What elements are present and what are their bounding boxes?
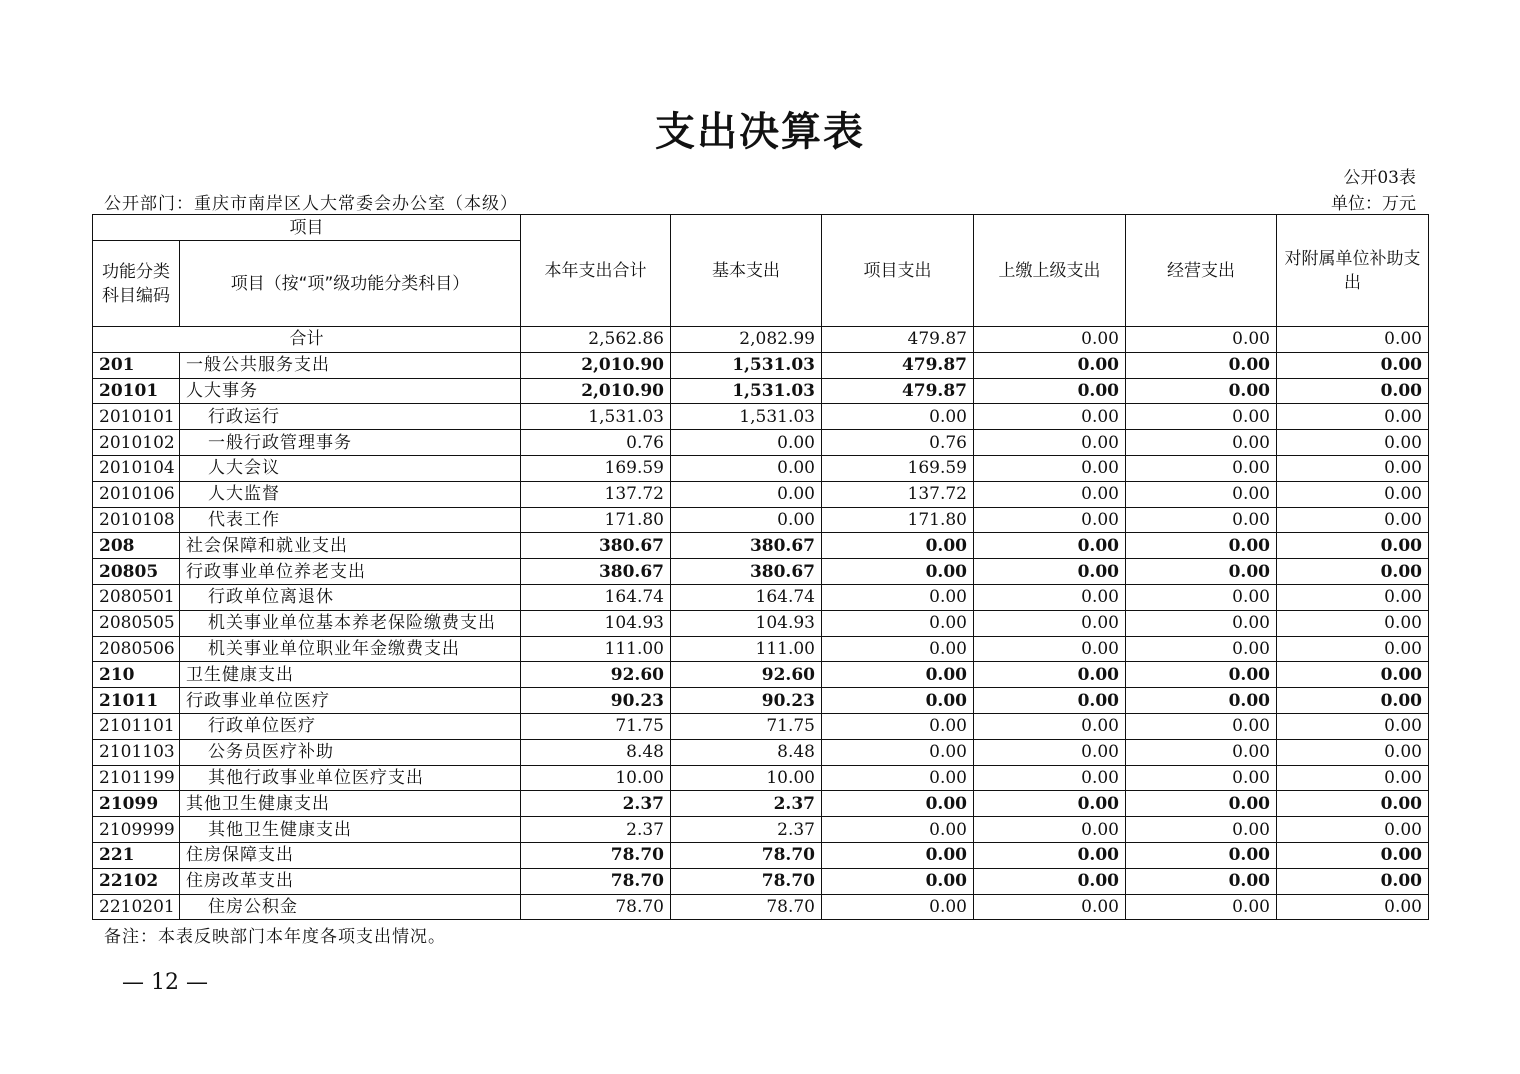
table-row [93,868,1429,894]
row-value: 169.59 [822,455,974,481]
row-code: 2101199 [93,765,180,791]
row-value: 0.00 [1126,739,1277,765]
row-name: 其他卫生健康支出 [180,791,521,817]
row-value: 71.75 [671,713,822,739]
total-value: 0.00 [1126,327,1277,353]
row-value: 0.00 [974,559,1126,585]
row-value: 0.00 [974,817,1126,843]
row-value: 1,531.03 [521,404,671,430]
row-name: 行政运行 [180,404,521,430]
row-value: 2,010.90 [521,378,671,404]
row-value: 0.00 [974,455,1126,481]
row-value: 0.00 [1277,817,1429,843]
table-row [93,430,1429,456]
row-value: 0.00 [1277,868,1429,894]
page-number: — 12 — [122,970,208,995]
expenditure-table [92,214,1429,920]
row-value: 0.00 [1126,868,1277,894]
row-code: 208 [93,533,180,559]
row-value: 0.00 [822,842,974,868]
table-row [93,584,1429,610]
row-value: 479.87 [822,352,974,378]
row-value: 0.00 [1277,533,1429,559]
row-value: 0.00 [974,713,1126,739]
row-name: 一般公共服务支出 [180,352,521,378]
row-value: 0.00 [974,868,1126,894]
row-value: 0.00 [1277,842,1429,868]
row-value: 1,531.03 [671,404,822,430]
row-value: 0.00 [1277,584,1429,610]
row-value: 0.00 [822,894,974,920]
row-code: 2210201 [93,894,180,920]
row-value: 0.00 [1277,481,1429,507]
row-code: 20805 [93,559,180,585]
row-value: 164.74 [521,584,671,610]
row-value: 0.00 [974,739,1126,765]
row-value: 0.00 [1277,894,1429,920]
row-value: 0.00 [974,378,1126,404]
row-code: 2101103 [93,739,180,765]
row-value: 0.00 [671,455,822,481]
table-row [93,713,1429,739]
table-row [93,559,1429,585]
row-code: 2109999 [93,817,180,843]
row-name: 社会保障和就业支出 [180,533,521,559]
row-value: 71.75 [521,713,671,739]
row-value: 0.00 [822,713,974,739]
row-name: 行政单位医疗 [180,713,521,739]
row-value: 0.00 [671,430,822,456]
row-value: 0.00 [1126,894,1277,920]
row-value: 0.00 [1126,688,1277,714]
row-code: 21099 [93,791,180,817]
row-value: 0.00 [1277,559,1429,585]
header-total: 本年支出合计 [521,215,671,327]
table-row [93,765,1429,791]
row-code: 2010106 [93,481,180,507]
row-value: 0.00 [1126,713,1277,739]
table-row [93,817,1429,843]
row-value: 2.37 [671,817,822,843]
row-value: 104.93 [521,610,671,636]
row-value: 0.00 [1126,662,1277,688]
row-value: 111.00 [671,636,822,662]
row-value: 0.00 [822,817,974,843]
row-value: 0.00 [974,533,1126,559]
total-value: 0.00 [1277,327,1429,353]
row-value: 0.00 [1277,791,1429,817]
row-value: 10.00 [671,765,822,791]
row-value: 0.00 [822,533,974,559]
row-value: 380.67 [671,533,822,559]
row-value: 0.00 [1126,507,1277,533]
row-name: 行政事业单位养老支出 [180,559,521,585]
row-value: 0.00 [822,662,974,688]
row-value: 90.23 [521,688,671,714]
row-code: 20101 [93,378,180,404]
row-code: 2010101 [93,404,180,430]
row-value: 78.70 [521,894,671,920]
table-row [93,636,1429,662]
row-value: 0.00 [974,584,1126,610]
row-value: 0.00 [1126,378,1277,404]
table-body [93,327,1429,920]
form-number: 公开03表 [1343,168,1416,188]
row-value: 2.37 [521,791,671,817]
row-value: 8.48 [671,739,822,765]
row-value: 0.00 [1277,455,1429,481]
row-value: 92.60 [521,662,671,688]
row-value: 0.00 [974,610,1126,636]
row-value: 92.60 [671,662,822,688]
table-row [93,791,1429,817]
row-name: 机关事业单位基本养老保险缴费支出 [180,610,521,636]
row-value: 169.59 [521,455,671,481]
row-code: 201 [93,352,180,378]
row-value: 0.00 [974,636,1126,662]
row-value: 0.00 [1126,842,1277,868]
row-value: 0.00 [822,610,974,636]
table-header [93,215,1429,327]
row-value: 0.00 [1277,352,1429,378]
row-name: 住房公积金 [180,894,521,920]
footnote: 备注：本表反映部门本年度各项支出情况。 [104,927,446,947]
row-value: 0.00 [822,559,974,585]
row-value: 0.00 [1126,610,1277,636]
row-code: 2010108 [93,507,180,533]
row-value: 380.67 [521,559,671,585]
row-value: 0.00 [1126,352,1277,378]
row-code: 2080505 [93,610,180,636]
row-value: 0.00 [1277,662,1429,688]
row-value: 0.00 [974,430,1126,456]
row-value: 78.70 [671,894,822,920]
row-name: 人大监督 [180,481,521,507]
row-value: 380.67 [671,559,822,585]
row-value: 78.70 [521,842,671,868]
total-value: 479.87 [822,327,974,353]
row-value: 0.00 [1126,404,1277,430]
total-value: 2,082.99 [671,327,822,353]
department-label: 公开部门：重庆市南岸区人大常委会办公室（本级） [104,194,518,214]
row-value: 0.00 [822,636,974,662]
row-value: 0.00 [1277,378,1429,404]
row-name: 行政单位离退休 [180,584,521,610]
row-value: 0.00 [974,404,1126,430]
row-value: 0.00 [671,481,822,507]
table-row [93,662,1429,688]
header-code: 功能分类科目编码 [93,241,180,327]
row-value: 0.00 [974,662,1126,688]
row-value: 0.00 [1277,610,1429,636]
header-basic: 基本支出 [671,215,822,327]
page-title: 支出决算表 [655,108,865,155]
row-value: 0.76 [521,430,671,456]
row-value: 90.23 [671,688,822,714]
table-row [93,404,1429,430]
row-code: 21011 [93,688,180,714]
row-value: 0.00 [1277,688,1429,714]
row-value: 0.00 [1126,584,1277,610]
row-value: 0.00 [1126,559,1277,585]
row-code: 2010102 [93,430,180,456]
row-value: 0.00 [671,507,822,533]
table-row [93,378,1429,404]
row-value: 137.72 [521,481,671,507]
table-row [93,842,1429,868]
row-name: 一般行政管理事务 [180,430,521,456]
row-value: 0.00 [974,842,1126,868]
row-value: 1,531.03 [671,378,822,404]
row-name: 住房保障支出 [180,842,521,868]
row-value: 0.00 [822,404,974,430]
row-value: 0.00 [974,765,1126,791]
row-name: 其他行政事业单位医疗支出 [180,765,521,791]
row-value: 0.00 [1277,430,1429,456]
row-value: 0.00 [1277,713,1429,739]
table-row [93,455,1429,481]
total-row [93,327,1429,353]
row-value: 0.00 [974,894,1126,920]
row-value: 10.00 [521,765,671,791]
header-project: 项目 [93,215,521,241]
row-value: 0.00 [1277,739,1429,765]
row-value: 137.72 [822,481,974,507]
row-value: 0.00 [822,868,974,894]
table-row [93,481,1429,507]
header-business: 经营支出 [1126,215,1277,327]
row-name: 人大事务 [180,378,521,404]
row-code: 2080506 [93,636,180,662]
row-value: 171.80 [822,507,974,533]
row-value: 1,531.03 [671,352,822,378]
row-value: 0.00 [1277,404,1429,430]
row-code: 2101101 [93,713,180,739]
row-value: 0.00 [822,584,974,610]
row-value: 78.70 [671,868,822,894]
header-name: 项目（按“项”级功能分类科目） [180,241,521,327]
table-row [93,507,1429,533]
row-name: 住房改革支出 [180,868,521,894]
table-row [93,688,1429,714]
row-value: 8.48 [521,739,671,765]
row-name: 人大会议 [180,455,521,481]
row-value: 0.00 [1126,817,1277,843]
row-value: 0.00 [974,688,1126,714]
row-value: 0.00 [822,765,974,791]
row-value: 0.00 [1277,507,1429,533]
header-project-exp: 项目支出 [822,215,974,327]
row-value: 0.76 [822,430,974,456]
row-name: 卫生健康支出 [180,662,521,688]
row-value: 0.00 [822,688,974,714]
row-value: 2.37 [671,791,822,817]
row-value: 0.00 [1126,636,1277,662]
header-upper: 上缴上级支出 [974,215,1126,327]
row-code: 221 [93,842,180,868]
row-value: 0.00 [1126,791,1277,817]
unit-label: 单位：万元 [1331,194,1416,214]
header-subsidy: 对附属单位补助支出 [1277,215,1429,327]
row-value: 0.00 [1277,765,1429,791]
row-value: 111.00 [521,636,671,662]
total-label: 合计 [93,327,521,353]
row-value: 2.37 [521,817,671,843]
row-value: 0.00 [974,791,1126,817]
row-value: 0.00 [1126,430,1277,456]
row-name: 代表工作 [180,507,521,533]
row-value: 78.70 [521,868,671,894]
row-value: 0.00 [974,352,1126,378]
row-value: 0.00 [822,739,974,765]
row-value: 104.93 [671,610,822,636]
row-name: 其他卫生健康支出 [180,817,521,843]
table-row [93,739,1429,765]
table-row [93,533,1429,559]
row-value: 2,010.90 [521,352,671,378]
row-value: 164.74 [671,584,822,610]
table-row [93,894,1429,920]
row-value: 0.00 [1126,533,1277,559]
row-value: 0.00 [1126,455,1277,481]
table-row [93,610,1429,636]
row-code: 2010104 [93,455,180,481]
row-value: 380.67 [521,533,671,559]
row-code: 2080501 [93,584,180,610]
total-value: 2,562.86 [521,327,671,353]
row-value: 479.87 [822,378,974,404]
row-value: 78.70 [671,842,822,868]
row-value: 0.00 [822,791,974,817]
total-value: 0.00 [974,327,1126,353]
table-row [93,352,1429,378]
row-name: 公务员医疗补助 [180,739,521,765]
row-value: 0.00 [1277,636,1429,662]
row-name: 行政事业单位医疗 [180,688,521,714]
row-value: 0.00 [1126,765,1277,791]
row-value: 0.00 [974,507,1126,533]
row-code: 22102 [93,868,180,894]
row-value: 0.00 [974,481,1126,507]
row-code: 210 [93,662,180,688]
row-value: 0.00 [1126,481,1277,507]
row-name: 机关事业单位职业年金缴费支出 [180,636,521,662]
row-value: 171.80 [521,507,671,533]
